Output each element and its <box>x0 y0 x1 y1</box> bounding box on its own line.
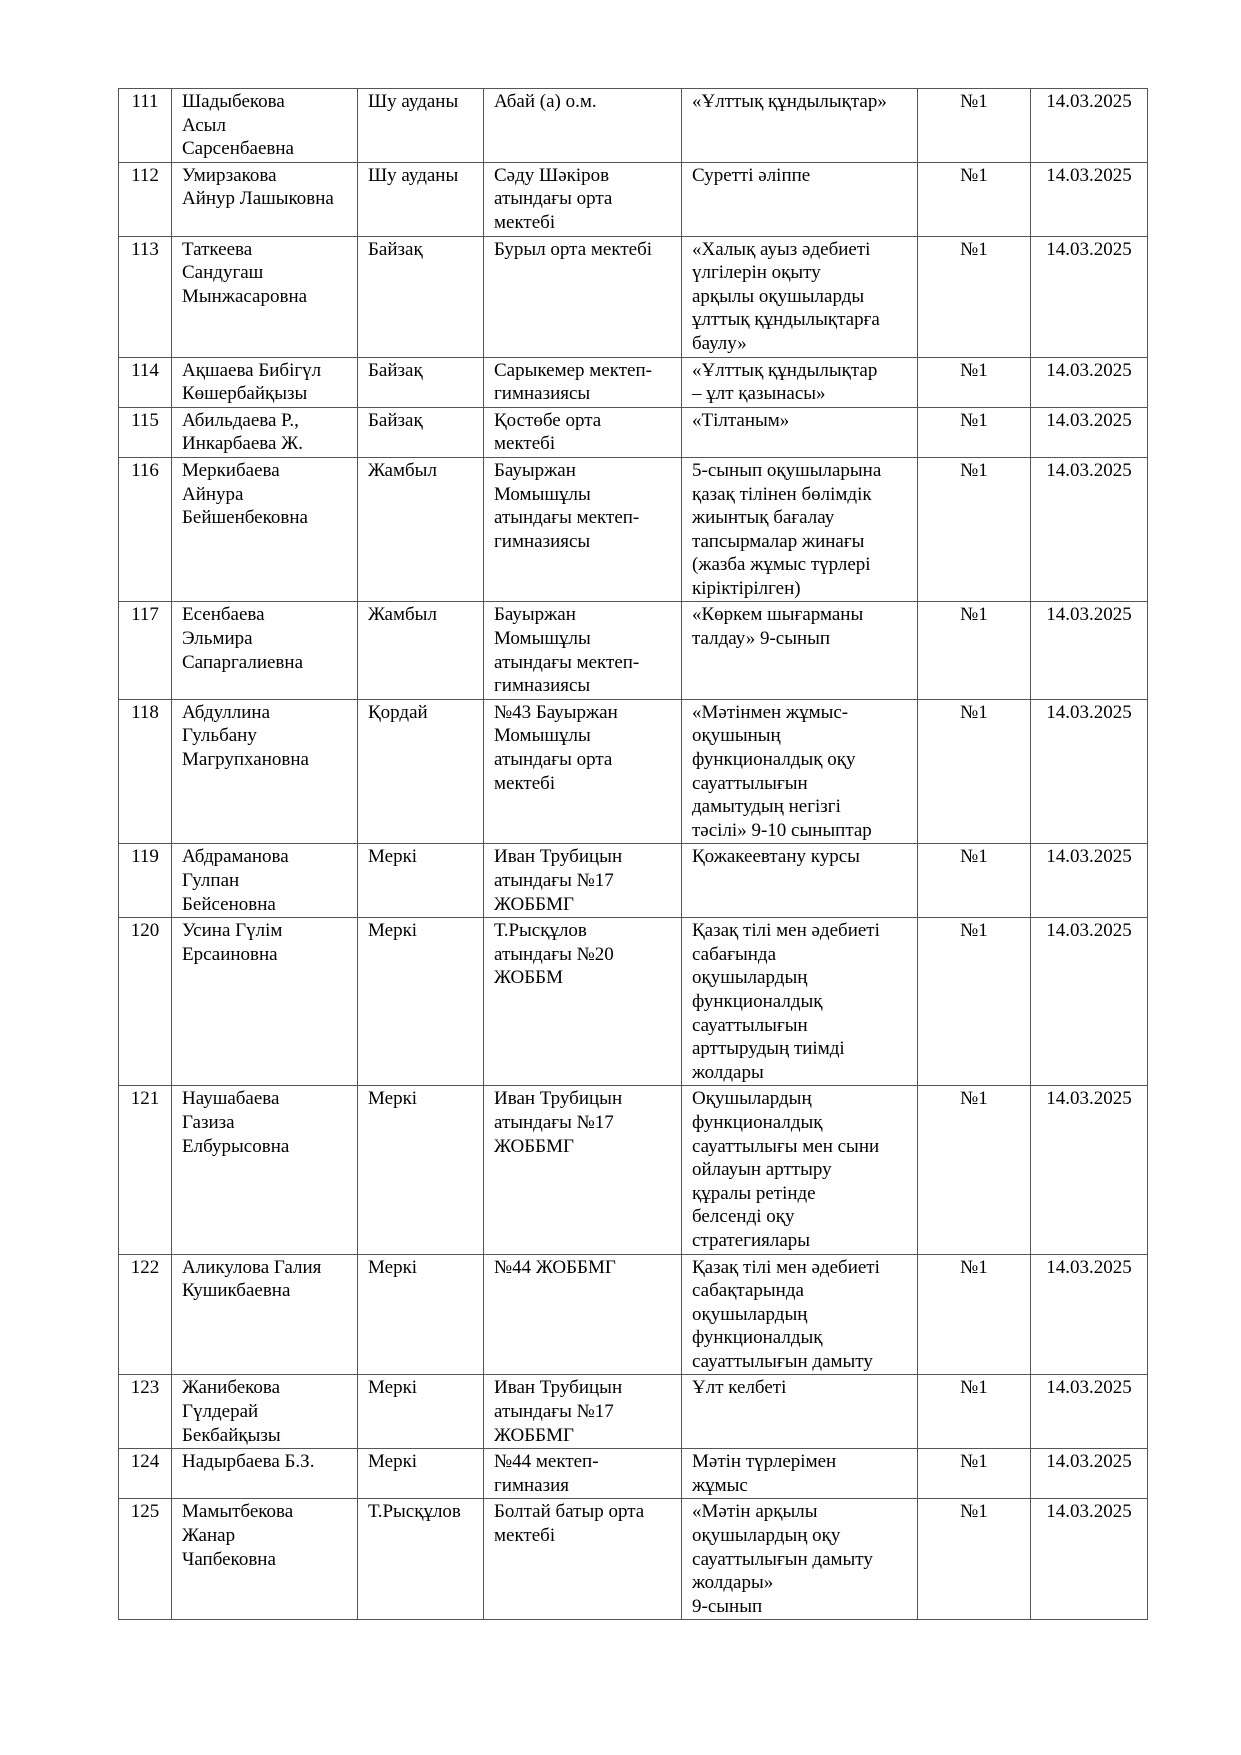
school: Сарыкемер мектеп- гимназиясы <box>484 357 682 407</box>
school: Иван Трубицын атындағы №17 ЖОББМГ <box>484 844 682 918</box>
protocol-number: №1 <box>918 1086 1031 1254</box>
work-title: Суретті әліппе <box>682 162 918 236</box>
work-title: Қожакеевтану курсы <box>682 844 918 918</box>
district: Жамбыл <box>358 457 484 602</box>
school: Бауыржан Момышұлы атындағы мектеп- гимназиясы <box>484 602 682 699</box>
work-title: 5-сынып оқушыларына қазақ тілінен бөлімдік жиынтық бағалау тапсырмалар жинағы (жазба жұмыс түрлері кіріктірілген) <box>682 457 918 602</box>
school: №43 Бауыржан Момышұлы атындағы орта мектебі <box>484 699 682 844</box>
school: №44 ЖОББМГ <box>484 1254 682 1375</box>
table-body <box>119 89 1148 1620</box>
work-title: Ұлт келбеті <box>682 1375 918 1449</box>
row-number: 123 <box>119 1375 172 1449</box>
table-row <box>119 602 1148 699</box>
work-title: Мәтін түрлерімен жұмыс <box>682 1449 918 1499</box>
school: Бауыржан Момышұлы атындағы мектеп- гимназиясы <box>484 457 682 602</box>
work-title: «Мәтін арқылы оқушылардың оқу сауаттылығын дамыту жолдары» 9-сынып <box>682 1499 918 1620</box>
date: 14.03.2025 <box>1031 699 1148 844</box>
author-name: Шадыбекова Асыл Сарсенбаевна <box>172 89 358 163</box>
date: 14.03.2025 <box>1031 357 1148 407</box>
protocol-number: №1 <box>918 1449 1031 1499</box>
protocol-number: №1 <box>918 1254 1031 1375</box>
table-row <box>119 357 1148 407</box>
row-number: 112 <box>119 162 172 236</box>
author-name: Надырбаева Б.З. <box>172 1449 358 1499</box>
row-number: 120 <box>119 918 172 1086</box>
date: 14.03.2025 <box>1031 457 1148 602</box>
work-title: Оқушылардың функционалдық сауаттылығы мен сыни ойлауын арттыру құралы ретінде белсенді оқу стратегиялары <box>682 1086 918 1254</box>
district: Меркі <box>358 844 484 918</box>
author-name: Усина Гүлім Ерсаиновна <box>172 918 358 1086</box>
records-table <box>118 88 1148 1620</box>
district: Меркі <box>358 1086 484 1254</box>
row-number: 118 <box>119 699 172 844</box>
school: Иван Трубицын атындағы №17 ЖОББМГ <box>484 1375 682 1449</box>
author-name: Есенбаева Эльмира Сапаргалиевна <box>172 602 358 699</box>
row-number: 124 <box>119 1449 172 1499</box>
work-title: Қазақ тілі мен әдебиеті сабағында оқушылардың функционалдық сауаттылығын арттырудың тиімді жолдары <box>682 918 918 1086</box>
protocol-number: №1 <box>918 357 1031 407</box>
row-number: 125 <box>119 1499 172 1620</box>
table-row <box>119 1375 1148 1449</box>
school: Абай (а) о.м. <box>484 89 682 163</box>
date: 14.03.2025 <box>1031 602 1148 699</box>
protocol-number: №1 <box>918 1499 1031 1620</box>
protocol-number: №1 <box>918 699 1031 844</box>
protocol-number: №1 <box>918 918 1031 1086</box>
date: 14.03.2025 <box>1031 918 1148 1086</box>
author-name: Умирзакова Айнур Лашыковна <box>172 162 358 236</box>
author-name: Жанибекова Гүлдерай Бекбайқызы <box>172 1375 358 1449</box>
date: 14.03.2025 <box>1031 844 1148 918</box>
table-row <box>119 844 1148 918</box>
district: Жамбыл <box>358 602 484 699</box>
district: Меркі <box>358 1375 484 1449</box>
row-number: 122 <box>119 1254 172 1375</box>
work-title: «Ұлттық құндылықтар» <box>682 89 918 163</box>
district: Қордай <box>358 699 484 844</box>
work-title: «Халық ауыз әдебиеті үлгілерін оқыту арқылы оқушыларды ұлттық құндылықтарға баулу» <box>682 236 918 357</box>
school: №44 мектеп- гимназия <box>484 1449 682 1499</box>
school: Болтай батыр орта мектебі <box>484 1499 682 1620</box>
table-row <box>119 699 1148 844</box>
date: 14.03.2025 <box>1031 236 1148 357</box>
row-number: 113 <box>119 236 172 357</box>
author-name: Абильдаева Р., Инкарбаева Ж. <box>172 407 358 457</box>
date: 14.03.2025 <box>1031 1254 1148 1375</box>
district: Байзақ <box>358 357 484 407</box>
district: Меркі <box>358 1254 484 1375</box>
author-name: Мамытбекова Жанар Чапбековна <box>172 1499 358 1620</box>
work-title: «Мәтінмен жұмыс- оқушының функционалдық оқу сауаттылығын дамытудың негізгі тәсілі» 9-10 сыныптар <box>682 699 918 844</box>
author-name: Абдуллина Гульбану Магрупхановна <box>172 699 358 844</box>
table-row <box>119 89 1148 163</box>
protocol-number: №1 <box>918 236 1031 357</box>
table-row <box>119 1086 1148 1254</box>
table-row <box>119 162 1148 236</box>
date: 14.03.2025 <box>1031 407 1148 457</box>
district: Байзақ <box>358 407 484 457</box>
district: Меркі <box>358 1449 484 1499</box>
work-title: «Ұлттық құндылықтар – ұлт қазынасы» <box>682 357 918 407</box>
row-number: 117 <box>119 602 172 699</box>
author-name: Аликулова Галия Кушикбаевна <box>172 1254 358 1375</box>
table-row <box>119 407 1148 457</box>
author-name: Абдраманова Гулпан Бейсеновна <box>172 844 358 918</box>
district: Меркі <box>358 918 484 1086</box>
table-row <box>119 918 1148 1086</box>
table-row <box>119 236 1148 357</box>
work-title: Қазақ тілі мен әдебиеті сабақтарында оқушылардың функционалдық сауаттылығын дамыту <box>682 1254 918 1375</box>
date: 14.03.2025 <box>1031 1086 1148 1254</box>
author-name: Наушабаева Газиза Елбурысовна <box>172 1086 358 1254</box>
date: 14.03.2025 <box>1031 1449 1148 1499</box>
school: Сәду Шәкіров атындағы орта мектебі <box>484 162 682 236</box>
author-name: Таткеева Сандугаш Мынжасаровна <box>172 236 358 357</box>
work-title: «Көркем шығарманы талдау» 9-сынып <box>682 602 918 699</box>
district: Шу ауданы <box>358 89 484 163</box>
date: 14.03.2025 <box>1031 89 1148 163</box>
protocol-number: №1 <box>918 1375 1031 1449</box>
protocol-number: №1 <box>918 162 1031 236</box>
district: Шу ауданы <box>358 162 484 236</box>
work-title: «Тілтаным» <box>682 407 918 457</box>
row-number: 116 <box>119 457 172 602</box>
school: Бурыл орта мектебі <box>484 236 682 357</box>
row-number: 115 <box>119 407 172 457</box>
author-name: Ақшаева Бибігүл Көшербайқызы <box>172 357 358 407</box>
protocol-number: №1 <box>918 407 1031 457</box>
school: Иван Трубицын атындағы №17 ЖОББМГ <box>484 1086 682 1254</box>
district: Т.Рысқұлов <box>358 1499 484 1620</box>
table-row <box>119 1449 1148 1499</box>
table-row <box>119 1499 1148 1620</box>
date: 14.03.2025 <box>1031 162 1148 236</box>
school: Т.Рысқұлов атындағы №20 ЖОББМ <box>484 918 682 1086</box>
author-name: Меркибаева Айнура Бейшенбековна <box>172 457 358 602</box>
row-number: 111 <box>119 89 172 163</box>
district: Байзақ <box>358 236 484 357</box>
row-number: 121 <box>119 1086 172 1254</box>
row-number: 119 <box>119 844 172 918</box>
school: Қостөбе орта мектебі <box>484 407 682 457</box>
date: 14.03.2025 <box>1031 1499 1148 1620</box>
protocol-number: №1 <box>918 457 1031 602</box>
protocol-number: №1 <box>918 89 1031 163</box>
date: 14.03.2025 <box>1031 1375 1148 1449</box>
row-number: 114 <box>119 357 172 407</box>
table-row <box>119 1254 1148 1375</box>
table-row <box>119 457 1148 602</box>
protocol-number: №1 <box>918 844 1031 918</box>
protocol-number: №1 <box>918 602 1031 699</box>
